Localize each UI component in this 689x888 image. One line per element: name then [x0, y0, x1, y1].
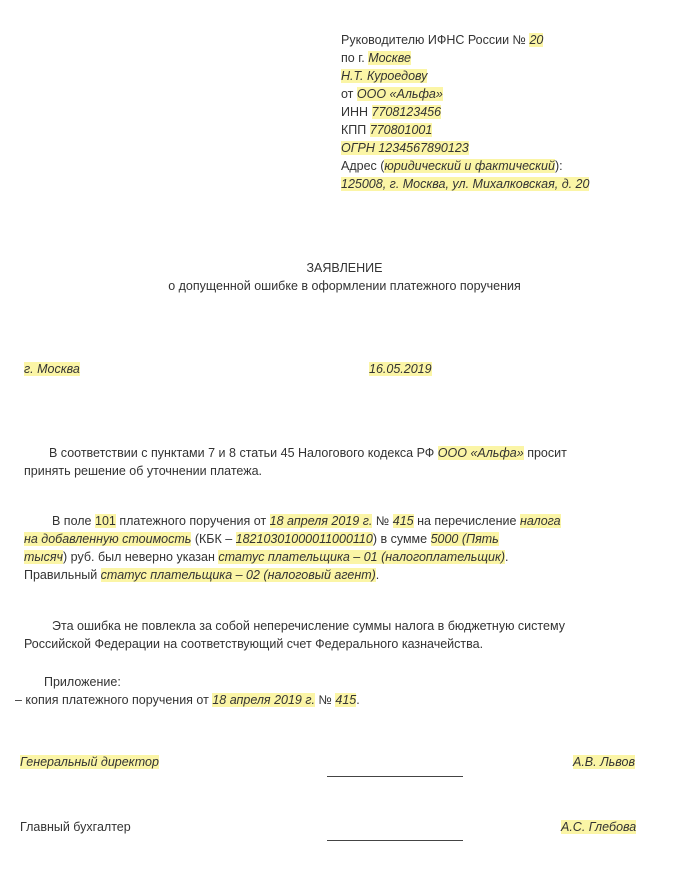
- address-type: юридический и фактический: [384, 159, 555, 173]
- attachment-item: – копия платежного поручения от 18 апреля 2019 г. № 415.: [15, 693, 360, 707]
- payment-number: 415: [392, 514, 414, 528]
- payment-date: 18 апреля 2019 г.: [269, 514, 373, 528]
- kpp-value: 770801001: [369, 123, 433, 137]
- address-label-line: Адрес (юридический и фактический):: [341, 159, 563, 173]
- accountant-signature-line: [327, 840, 463, 841]
- ogrn-value: ОГРН 1234567890123: [341, 141, 469, 155]
- director-title: Генеральный директор: [20, 755, 159, 769]
- recipient-city: Москве: [368, 51, 411, 65]
- sender-line: от ООО «Альфа»: [341, 87, 443, 101]
- kbk-code: 18210301000011000110: [235, 532, 373, 546]
- applicant-org: ООО «Альфа»: [437, 446, 524, 460]
- payment-sum: 5000 (Пять: [430, 532, 499, 546]
- paragraph-2-line-2: на добавленную стоимость (КБК – 18210301000011000110) в сумме 5000 (Пять: [24, 532, 499, 546]
- paragraph-2-line-4: Правильный статус плательщика – 02 (налоговый агент).: [24, 568, 380, 582]
- date: 16.05.2019: [369, 362, 432, 376]
- paragraph-1-line-2: принять решение об уточнении платежа.: [24, 464, 263, 478]
- recipient-name-line: [341, 67, 427, 85]
- paragraph-3-line-2: Российской Федерации на соответствующий счет Федерального казначейства.: [24, 637, 484, 651]
- inn-value: 7708123456: [371, 105, 442, 119]
- attachment-label: Приложение:: [44, 675, 121, 689]
- director-signature-line: [327, 776, 463, 777]
- accountant-title: Главный бухгалтер: [20, 820, 131, 834]
- document-title: ЗАЯВЛЕНИЕ: [306, 261, 383, 275]
- accountant-name: А.С. Глебова: [561, 820, 637, 834]
- recipient-line: Руководителю ИФНС России № 20: [341, 33, 544, 47]
- correct-status: статус плательщика – 02 (налоговый агент): [100, 568, 376, 582]
- paragraph-2-line-1: В поле 101 платежного поручения от 18 апреля 2019 г. № 415 на перечисление налога: [52, 514, 561, 528]
- kpp-line: КПП 770801001: [341, 123, 433, 137]
- recipient-city-line: по г. Москве: [341, 51, 411, 65]
- ogrn-line: [341, 139, 469, 157]
- paragraph-3-line-1: Эта ошибка не повлекла за собой неперечисление суммы налога в бюджетную систему: [52, 619, 565, 633]
- recipient-name: Н.Т. Куроедову: [341, 69, 428, 83]
- field-number: 101: [95, 514, 116, 528]
- paragraph-2-line-3: тысяч) руб. был неверно указан статус плательщика – 01 (налогоплательщик).: [24, 550, 509, 564]
- document-subtitle: о допущенной ошибке в оформлении платежного поручения: [168, 279, 521, 293]
- sender-org: ООО «Альфа»: [356, 87, 443, 101]
- place: г. Москва: [24, 362, 80, 376]
- paragraph-1-line-1: В соответствии с пунктами 7 и 8 статьи 45 Налогового кодекса РФ ООО «Альфа» просит: [49, 446, 567, 460]
- ifns-number: 20: [529, 33, 544, 47]
- inn-line: ИНН 7708123456: [341, 105, 442, 119]
- director-name: А.В. Львов: [573, 755, 635, 769]
- tax-name: налога: [519, 514, 561, 528]
- address-value: 125008, г. Москва, ул. Михалковская, д. 20: [341, 177, 590, 191]
- address-line: [341, 175, 589, 193]
- wrong-status: статус плательщика – 01 (налогоплательщик): [218, 550, 506, 564]
